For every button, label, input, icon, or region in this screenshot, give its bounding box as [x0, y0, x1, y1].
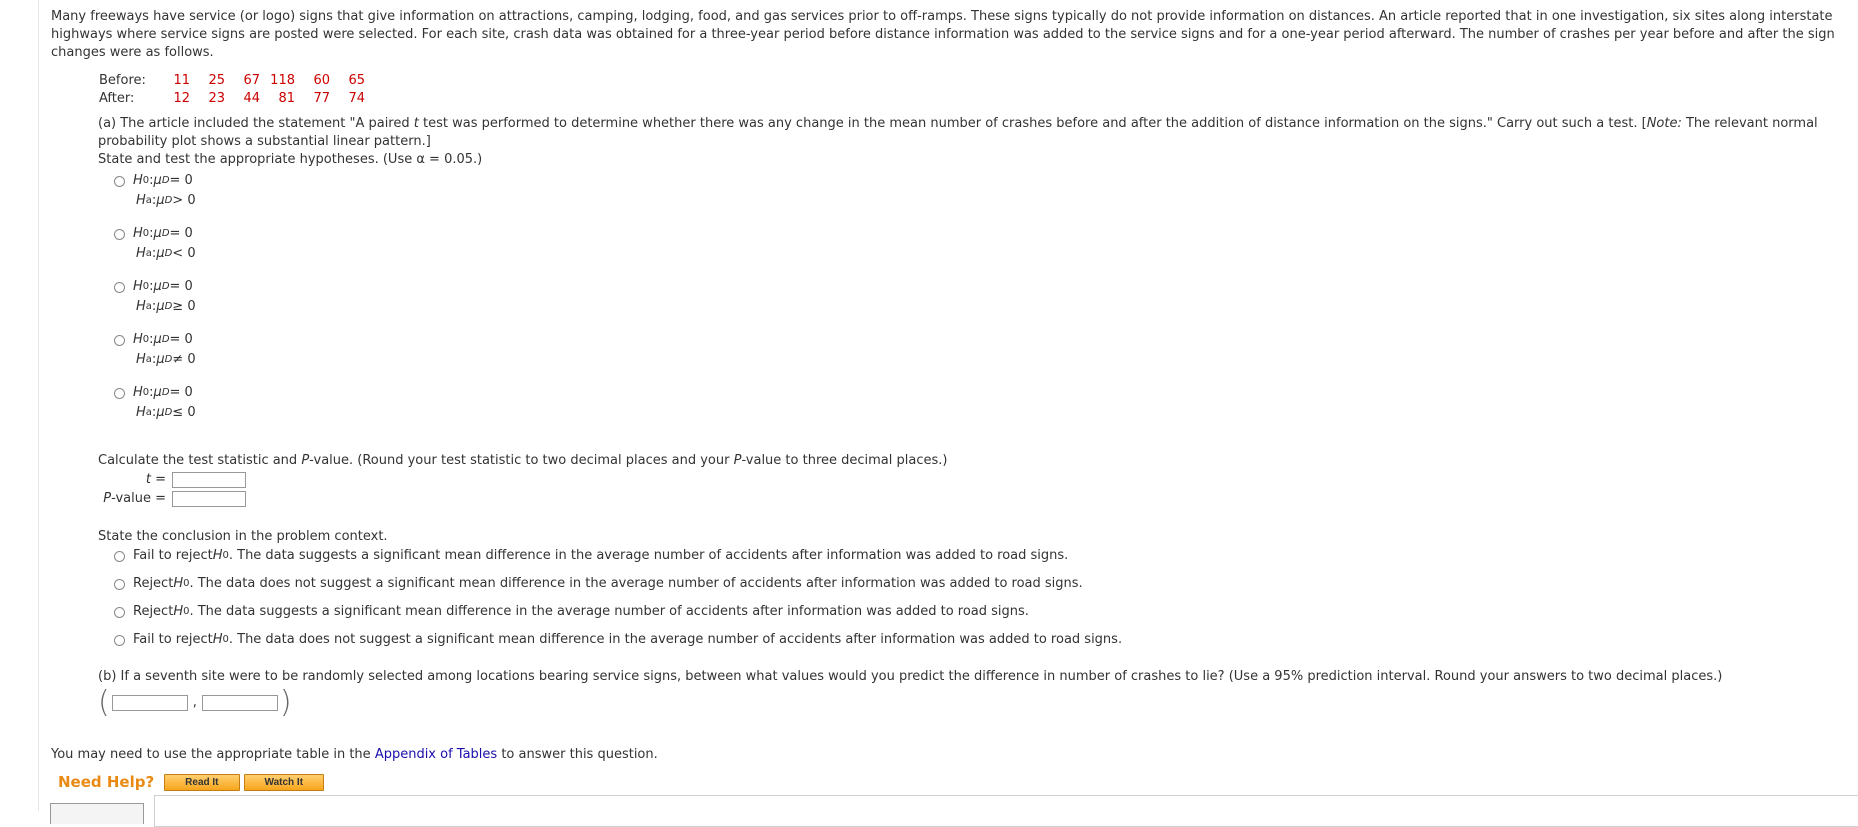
option-text: . The data suggests a significant mean difference in the average number of accidents after information was added to road signs. [228, 548, 1069, 563]
bottom-panel [154, 795, 1858, 827]
mu-symbol: μ [153, 332, 162, 347]
before-value: 25 [208, 73, 225, 88]
alpha-value: α = 0.05.) [416, 152, 483, 167]
pvalue-row [98, 489, 1851, 508]
pvalue-label [98, 490, 172, 508]
after-value: 23 [208, 91, 225, 106]
colon: : [149, 226, 154, 241]
t-symbol: t [145, 471, 151, 487]
after-value: 44 [243, 91, 260, 106]
mu-subscript: D [164, 354, 173, 365]
left-margin-rule [38, 0, 39, 811]
h0-subscript: 0 [222, 550, 229, 561]
colon: : [149, 385, 154, 400]
option-text: Reject [133, 604, 174, 619]
after-value: 12 [173, 91, 190, 106]
h0-subscript: 0 [222, 634, 229, 645]
before-row [99, 72, 373, 90]
part-a-text: (a) The article included the statement "A paired [98, 116, 414, 131]
part-a [98, 115, 1851, 650]
hypothesis-option[interactable] [114, 224, 1851, 264]
close-paren: ) [279, 685, 292, 720]
ha-subscript: a [145, 354, 152, 365]
h-symbol: H [133, 173, 143, 188]
mu-subscript: D [161, 334, 170, 345]
hypothesis-option[interactable] [114, 171, 1851, 211]
h-symbol: H [136, 193, 146, 208]
radio-button[interactable] [114, 229, 125, 240]
mu-subscript: D [164, 195, 173, 206]
mu-symbol: μ [153, 173, 162, 188]
calc-prompt-text: -value. (Round your test statistic to two decimal places and your [309, 453, 734, 468]
mu-symbol: μ [156, 299, 165, 314]
equals: = [150, 490, 166, 506]
after-value: 74 [348, 91, 365, 106]
p-symbol: P [103, 490, 112, 506]
h0-subscript: 0 [183, 578, 190, 589]
colon: : [149, 173, 154, 188]
h-symbol: H [212, 632, 223, 647]
ha-subscript: a [145, 407, 152, 418]
watch-it-button[interactable]: Watch It [244, 774, 325, 791]
colon: : [149, 332, 154, 347]
p-symbol: P [733, 453, 742, 468]
before-value: 67 [243, 73, 260, 88]
hypothesis-option[interactable] [114, 383, 1851, 423]
before-value: 65 [348, 73, 365, 88]
crash-data-table [99, 72, 373, 108]
appendix-link[interactable]: Appendix of Tables [374, 747, 498, 762]
appendix-text: You may need to use the appropriate table in the [51, 747, 375, 762]
conclusion-section [98, 528, 1851, 650]
t-label [98, 471, 172, 489]
before-value: 11 [173, 73, 190, 88]
equals: = [150, 471, 166, 487]
test-statistic-section [98, 452, 1851, 508]
mu-symbol: μ [156, 246, 165, 261]
h-symbol: H [133, 385, 143, 400]
calc-prompt [98, 452, 1851, 470]
option-text: . The data does not suggest a significant mean difference in the average number of accidents after information was added to road signs. [228, 632, 1123, 647]
h0-subscript: 0 [142, 228, 150, 239]
ha-subscript: a [145, 301, 152, 312]
mu-symbol: μ [153, 279, 162, 294]
after-row [99, 90, 373, 108]
h-symbol: H [133, 226, 143, 241]
hypothesis-prompt-text: State and test the appropriate hypotheses. (Use [98, 152, 417, 167]
mu-subscript: D [161, 228, 170, 239]
option-text: Reject [133, 576, 174, 591]
option-text: . The data does not suggest a significant mean difference in the average number of accidents after information was added to road signs. [189, 576, 1083, 591]
mu-subscript: D [164, 248, 173, 259]
note-label: Note: [1646, 116, 1682, 131]
calc-prompt-text: -value to three decimal places.) [741, 453, 948, 468]
ha-relation: < 0 [172, 246, 196, 261]
appendix-note [51, 746, 1851, 764]
colon: : [151, 246, 157, 261]
part-b [98, 668, 1851, 720]
before-value: 118 [270, 73, 295, 88]
option-text: Fail to reject [133, 548, 213, 563]
conclusion-option[interactable] [114, 630, 1851, 650]
h-symbol: H [212, 548, 223, 563]
h-symbol: H [136, 405, 146, 420]
conclusion-option[interactable] [114, 602, 1851, 622]
mu-symbol: μ [153, 226, 162, 241]
h0-subscript: 0 [183, 606, 190, 617]
conclusion-prompt: State the conclusion in the problem context. [98, 529, 388, 544]
ha-relation: ≥ 0 [172, 299, 196, 314]
mu-symbol: μ [156, 405, 165, 420]
t-statistic-input[interactable] [172, 472, 246, 488]
h0-relation: = 0 [169, 279, 193, 294]
ha-relation: > 0 [172, 193, 196, 208]
after-value: 81 [278, 91, 295, 106]
h-symbol: H [136, 352, 146, 367]
colon: : [151, 193, 157, 208]
mu-symbol: μ [156, 352, 165, 367]
part-a-statement [98, 115, 1851, 151]
colon: : [151, 405, 157, 420]
note-text: The relevant normal probability plot shows a substantial linear pattern.] [98, 116, 1818, 149]
h-symbol: H [173, 604, 184, 619]
h0-relation: = 0 [169, 173, 193, 188]
bottom-tab[interactable] [50, 803, 144, 824]
h-symbol: H [133, 332, 143, 347]
colon: : [151, 352, 157, 367]
mu-subscript: D [164, 407, 173, 418]
radio-button[interactable] [114, 176, 125, 187]
interval-upper-input[interactable] [202, 695, 278, 711]
conclusion-option[interactable] [114, 546, 1851, 566]
h0-subscript: 0 [142, 175, 150, 186]
mu-subscript: D [164, 301, 173, 312]
question-content [51, 8, 1851, 791]
radio-button[interactable] [114, 335, 125, 346]
radio-button[interactable] [114, 607, 125, 618]
hypothesis-option[interactable] [114, 330, 1851, 370]
t-symbol: t [413, 116, 419, 131]
h0-relation: = 0 [169, 332, 193, 347]
mu-subscript: D [161, 281, 170, 292]
conclusion-options [114, 546, 1851, 650]
open-paren: ( [98, 685, 110, 720]
radio-button[interactable] [114, 635, 125, 646]
ha-relation: ≤ 0 [172, 405, 196, 420]
colon: : [151, 299, 157, 314]
calc-prompt-text: Calculate the test statistic and [98, 453, 302, 468]
after-value: 77 [313, 91, 330, 106]
mu-symbol: μ [156, 193, 165, 208]
prediction-interval [98, 685, 1851, 720]
radio-button[interactable] [114, 388, 125, 399]
radio-button[interactable] [114, 579, 125, 590]
h0-subscript: 0 [142, 281, 150, 292]
mu-subscript: D [161, 387, 170, 398]
appendix-text: to answer this question. [497, 747, 658, 762]
after-label: After: [99, 91, 135, 106]
colon: : [149, 279, 154, 294]
h0-relation: = 0 [169, 385, 193, 400]
h-symbol: H [133, 279, 143, 294]
option-text: Fail to reject [133, 632, 213, 647]
option-text: . The data suggests a significant mean difference in the average number of accidents after information was added to road signs. [189, 604, 1029, 619]
mu-subscript: D [161, 175, 170, 186]
pvalue-text: -value [111, 490, 151, 506]
part-a-text: test was performed to determine whether there was any change in the mean number of crashes before and after the addition of distance information on the signs." Carry out such a test. [ [418, 116, 1647, 131]
read-it-button[interactable]: Read It [164, 774, 239, 791]
h0-relation: = 0 [169, 226, 193, 241]
hypothesis-prompt [98, 151, 1851, 169]
h0-subscript: 0 [142, 387, 150, 398]
t-row [98, 470, 1851, 489]
conclusion-option[interactable] [114, 574, 1851, 594]
interval-lower-input[interactable] [112, 695, 188, 711]
ha-relation: ≠ 0 [172, 352, 196, 367]
help-row [58, 773, 1851, 791]
radio-button[interactable] [114, 551, 125, 562]
mu-symbol: μ [153, 385, 162, 400]
need-help-label: Need Help? [58, 773, 155, 791]
p-symbol: P [301, 453, 310, 468]
h0-subscript: 0 [142, 334, 150, 345]
h-symbol: H [173, 576, 184, 591]
before-value: 60 [313, 73, 330, 88]
problem-intro: Many freeways have service (or logo) signs that give information on attractions, camping, lodging, food, and gas services prior to off-ramps. These signs typically do not provide information on distances. An article reported that in one investigation, six sites along interstate highways where service signs are posted were selected. For each site, crash data was obtained for a three-year period before distance information was added to the service signs and for a one-year period afterward. The number of crashes per year before and after the sign changes were as follows. [51, 9, 1835, 60]
hypothesis-options [114, 171, 1851, 423]
before-label: Before: [99, 73, 146, 88]
radio-button[interactable] [114, 282, 125, 293]
h-symbol: H [136, 299, 146, 314]
h-symbol: H [136, 246, 146, 261]
ha-subscript: a [145, 248, 152, 259]
ha-subscript: a [145, 195, 152, 206]
comma: , [192, 695, 197, 710]
hypothesis-option[interactable] [114, 277, 1851, 317]
part-b-statement: (b) If a seventh site were to be randomly selected among locations bearing service signs, between what values would you predict the difference in number of crashes to lie? (Use a 95% prediction interval. Round your answers to two decimal places.) [98, 669, 1723, 684]
p-value-input[interactable] [172, 491, 246, 507]
